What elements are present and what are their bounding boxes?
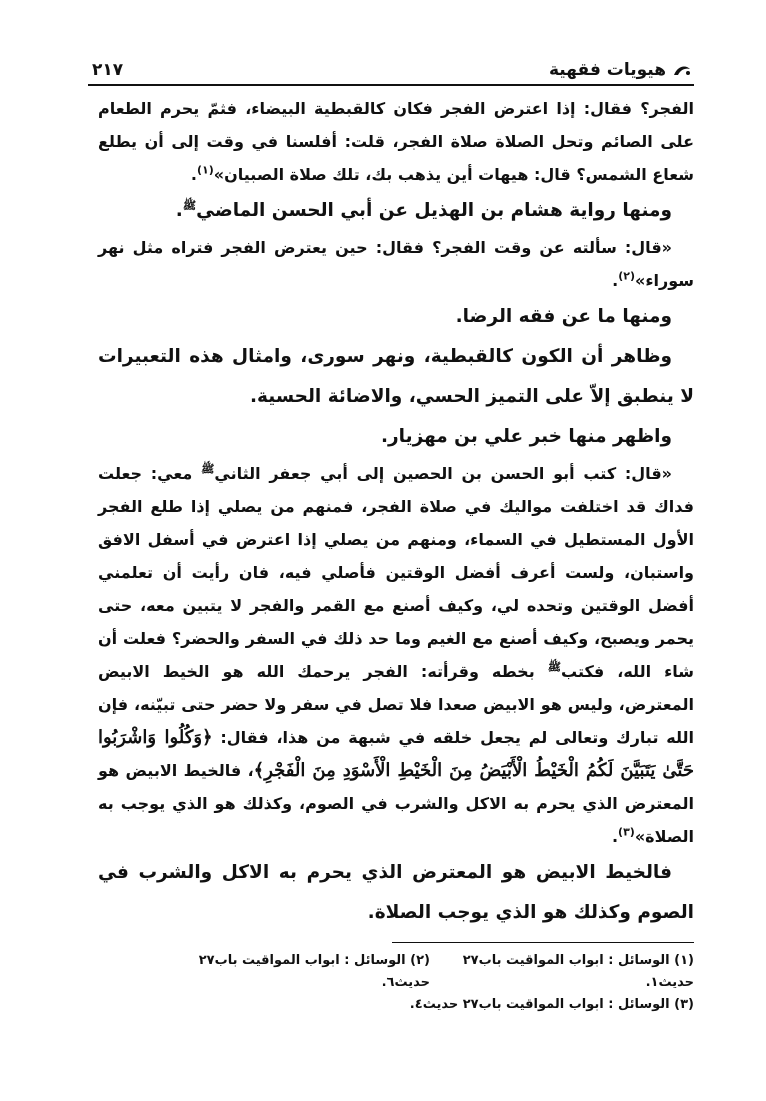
footnote-ref-3[interactable]: (٣) xyxy=(618,825,635,839)
footnote-2: (٢) الوسائل : ابواب المواقيت باب٢٧ حديث٦. xyxy=(198,953,430,990)
paragraph-8: فالخيط الابيض هو المعترض الذي يحرم به الاكل والشرب في الصوم وكذلك هو الذي يوجب الصلاة. xyxy=(98,862,694,923)
footnotes xyxy=(180,950,694,1016)
paragraph-3: «قال: سألته عن وقت الفجر؟ فقال: حين يعترض الفجر فتراه مثل نهر سوراء»$^{(٢)}$. xyxy=(98,238,694,290)
running-title-text: هيويات فقهية xyxy=(549,60,666,80)
honorific-mark: ﷺ xyxy=(182,198,197,212)
page-number: ٢١٧ xyxy=(92,60,124,80)
header-rule xyxy=(88,84,694,86)
running-title xyxy=(549,60,692,80)
footnote-3: (٣) الوسائل : ابواب المواقيت باب٢٧ حديث٤. xyxy=(409,997,694,1012)
footnote-ref-2[interactable]: (٢) xyxy=(618,269,636,283)
footnote-row xyxy=(180,994,694,1016)
footnote-1: (١) الوسائل : ابواب المواقيت باب٢٧ حديث١. xyxy=(462,953,694,990)
body-text xyxy=(98,92,694,933)
page-header xyxy=(92,50,692,80)
paragraph-7: «قال: كتب أبو الحسن بن الحصين إلى أبي جعفر الثاني$^ﷺ$ معي: جعلت فداك قد اختلفت مواليك في صلاة الفجر، فمنهم من يصلي إذا طلع الفجر الأول المستطيل في السماء، ومنهم من يصلي إذا اعترض في أسفل الافق واستبان، ولست أعرف أفضل الوقتين فأصلي فيه، فان رأيت أن تعلمني أفضل الوقتين وتحده لي، وكيف أصنع مع القمر والفجر لا يتبين معه، حتى يحمر ويصبح، وكيف أصنع مع الغيم وما حد ذلك في السفر والحضر؟ فعلت أن شاء الله، فكتب$^ﷺ$ بخطه وقرأته: الفجر يرحمك الله هو الخيط الابيض المعترض، وليس هو الابيض صعدا فلا تصل في سفر ولا حضر حتى تبيّنه، فإن الله تبارك وتعالى لم يجعل خلقه في شبهة من هذا، فقال: ﴿وَكُلُوا وَاشْرَبُوا حَتَّىٰ يَتَبَيَّنَ لَكُمُ الْخَيْطُ الْأَبْيَضُ مِنَ الْخَيْطِ الْأَسْوَدِ مِنَ الْفَجْرِ﴾، فالخيط الابيض هو المعترض الذي يحرم به الاكل والشرب في الصوم، وكذلك هو الذي يوجب به الصلاة»$^{(٣)}$. xyxy=(98,462,694,846)
quran-verse: ﴿وَكُلُوا وَاشْرَبُوا حَتَّىٰ يَتَبَيَّنَ لَكُمُ الْخَيْطُ الْأَبْيَضُ مِنَ الْخَيْطِ الْأَسْوَدِ مِنَ الْفَجْرِ﴾ xyxy=(98,727,694,781)
honorific-mark: ﷺ xyxy=(201,462,215,476)
paragraph-2: ومنها رواية هشام بن الهذيل عن أبي الحسن الماضي$^ﷺ$. xyxy=(175,198,672,221)
honorific-mark: ﷺ xyxy=(547,660,562,674)
paragraph-4: ومنها ما عن فقه الرضا. xyxy=(455,306,672,327)
paragraph-5: وظاهر أن الكون كالقبطية، ونهر سورى، وامثال هذه التعبيرات لا ينطبق إلاّ على التميز الحسي، والاضائة الحسية. xyxy=(98,346,694,407)
paragraph-1: الفجر؟ فقال: إذا اعترض الفجر فكان كالقبطية البيضاء، فثمّ يحرم الطعام على الصائم وتحل الصلاة صلاة الفجر، قلت: أفلسنا في وقت إلى أن يطلع شعاع الشمس؟ قال: هيهات أين يذهب بك، تلك صلاة الصبيان»$^{(١)}$. xyxy=(98,99,694,184)
paragraph-6: واظهر منها خبر علي بن مهزيار. xyxy=(381,426,672,447)
footnote-ref-1[interactable]: (١) xyxy=(196,163,214,177)
footnote-row xyxy=(180,950,694,994)
ornament-icon xyxy=(672,63,692,77)
footnote-rule xyxy=(392,942,694,943)
